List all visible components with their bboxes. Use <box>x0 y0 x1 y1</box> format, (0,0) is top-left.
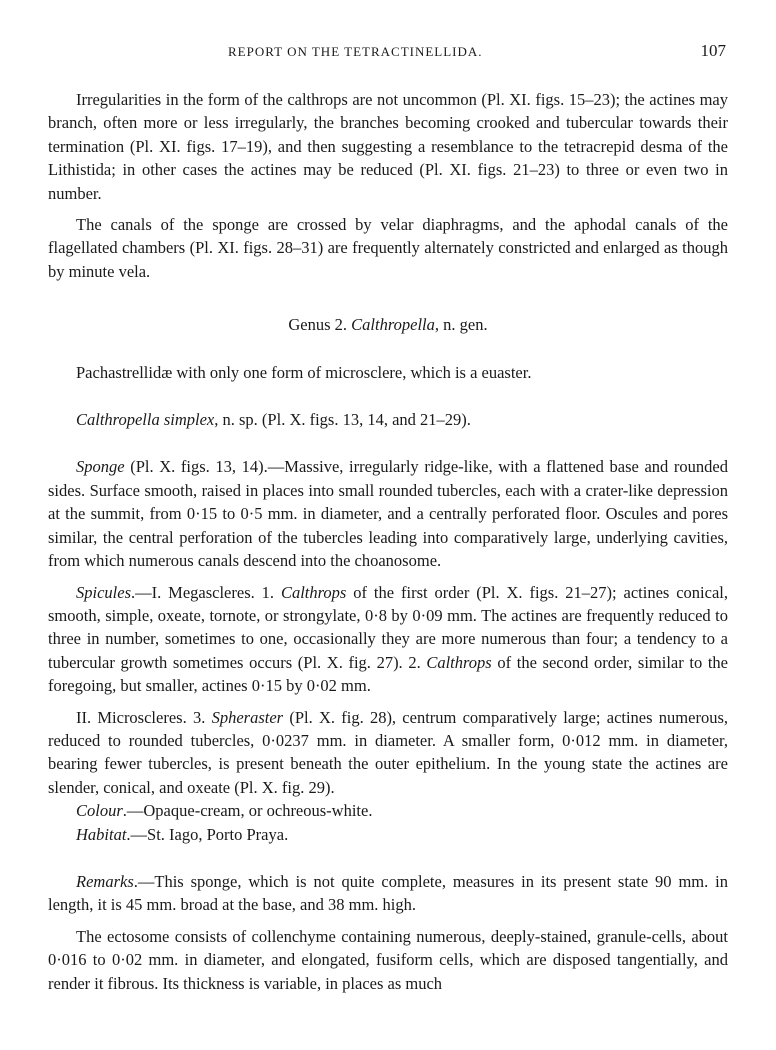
calthrops-term-2: Calthrops <box>426 652 492 672</box>
colour-text: .—Opaque-cream, or ochreous-white. <box>122 801 373 821</box>
sponge-text: (Pl. X. figs. 13, 14).—Massive, irregularly ridge-like, with a flattened base and rounded sides. Surface smooth, raised in places into small rounded tubercles, each with a crater-like depression at the summit, from 0·15 to 0·5 mm. in diameter, and a centrally perforated floor. Oscules and pores similar, the central perforation of the tubercles leading into comparatively large, underlying cavities, from which numerous canals descend into the choanosome. <box>48 457 728 571</box>
genus-diagnosis: Pachastrellidæ with only one form of microsclere, which is a euaster. <box>76 362 532 382</box>
sponge-description <box>48 455 728 572</box>
genus-suffix: , n. gen. <box>434 315 488 335</box>
spicules-text-2: of the first order (Pl. X. figs. 21–27); actines conical, smooth, simple, oxeate, tornote, or strongylate, 0·8 by 0·09 mm. The actines are frequently reduced to three in number, sometimes to one, occasionally they are more numerous than four; a tendency to a tubercular growth sometimes occurs (Pl. X. fig. 27). 2. <box>48 582 728 672</box>
remarks-label: Remarks <box>76 871 134 891</box>
habitat-label: Habitat <box>76 824 127 844</box>
spicules-description <box>48 581 728 698</box>
running-head <box>48 41 728 66</box>
spicules-text-1: .—I. Megascleres. 1. <box>131 582 281 602</box>
species-name: Calthropella simplex <box>76 410 215 430</box>
colour-label: Colour <box>76 801 123 821</box>
species-heading <box>48 408 728 431</box>
species-suffix: , n. sp. (Pl. X. figs. 13, 14, and 21–29). <box>214 410 471 430</box>
paragraph-canals: The canals of the sponge are crossed by velar diaphragms, and the aphodal canals of the flagellated chambers (Pl. XI. figs. 28–31) are frequently alternately constricted and enlarged as though by minute vela. <box>48 215 728 281</box>
genus-prefix: Genus 2. <box>288 315 348 335</box>
spicules-label: Spicules <box>76 582 131 602</box>
paragraph-calthrops-irregularities: Irregularities in the form of the calthrops are not uncommon (Pl. XI. figs. 15–23); the actines may branch, often more or less irregularly, the branches becoming crooked and tubercular towards their termination (Pl. XI. figs. 17–19), and then suggesting a resemblance to the tetracrepid desma of the Lithistida; in other cases the actines may be reduced (Pl. XI. figs. 21–23) to three or even two in number. <box>48 90 728 203</box>
page-number: 107 <box>700 41 726 60</box>
microscleres-description <box>48 706 728 800</box>
ectosome-paragraph: The ectosome consists of collenchyme containing numerous, deeply-stained, granule-cells, about 0·016 to 0·02 mm. in diameter, and elongated, fusiform cells, which are disposed tangentially, and render it fibrous. Its thickness is variable, in places as much <box>48 926 728 993</box>
microscleres-text-1: II. Microscleres. 3. <box>76 707 212 727</box>
microscleres-text-2: (Pl. X. fig. 28), centrum comparatively large; actines numerous, reduced to rounded tubercles, 0·0237 mm. in diameter. A smaller form, 0·012 mm. in diameter, bearing fewer tubercles, is present beneath the outer epithelium. In the young state the actines are slender, conical, and oxeate (Pl. X. fig. 29). <box>48 707 728 797</box>
genus-heading <box>48 313 728 336</box>
running-title: REPORT ON THE TETRACTINELLIDA. <box>228 44 483 59</box>
habitat-description <box>48 823 728 846</box>
spheraster-term: Spheraster <box>211 707 284 727</box>
genus-name: Calthropella <box>351 315 435 335</box>
body-text <box>48 88 728 995</box>
remarks-text: .—This sponge, which is not quite complete, measures in its present state 90 mm. in length, it is 45 mm. broad at the base, and 38 mm. high. <box>48 871 728 915</box>
habitat-text: .—St. Iago, Porto Praya. <box>126 824 289 844</box>
spicules-text-3: of the second order, similar to the foregoing, but smaller, actines 0·15 by 0·02 mm. <box>48 652 728 696</box>
calthrops-term-1: Calthrops <box>280 582 347 602</box>
remarks-description <box>48 870 728 917</box>
page <box>48 0 728 1050</box>
sponge-label: Sponge <box>76 457 125 477</box>
colour-description <box>48 799 728 822</box>
